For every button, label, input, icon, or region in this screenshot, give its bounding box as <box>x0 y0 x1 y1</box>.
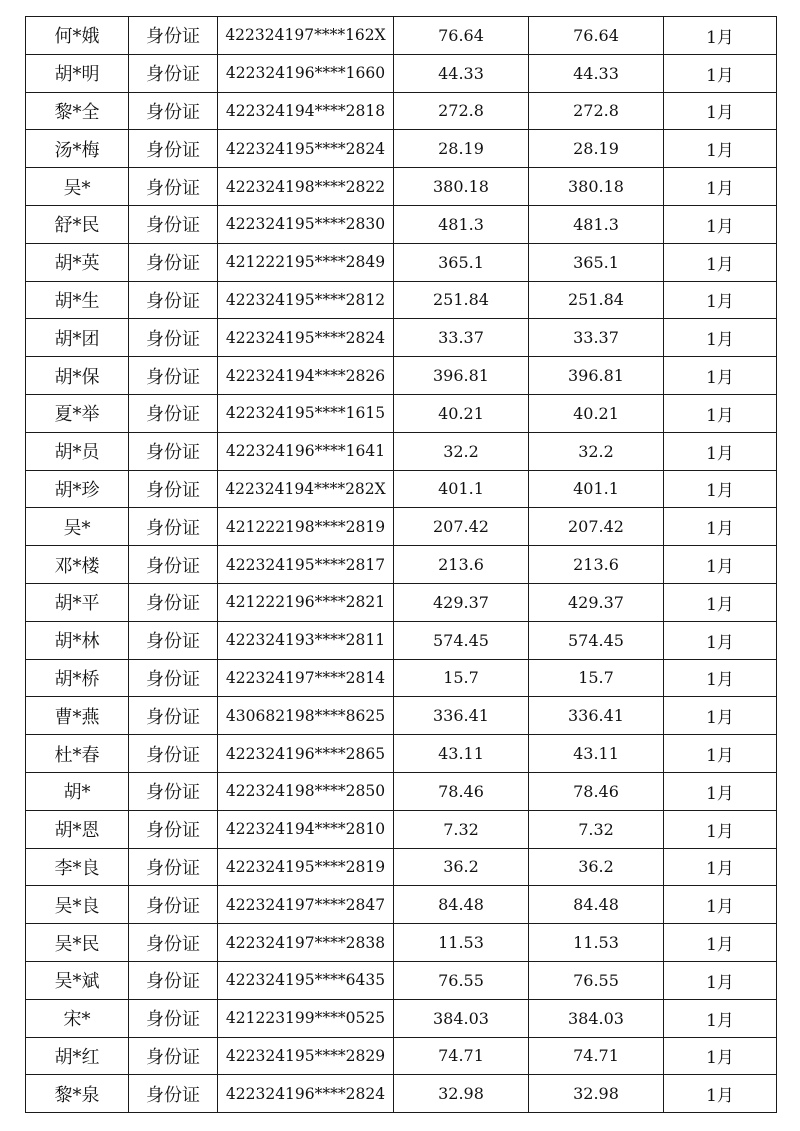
id-number-cell: 422324195****1615 <box>218 394 394 432</box>
id-type-cell: 身份证 <box>129 357 218 395</box>
id-type-cell: 身份证 <box>129 394 218 432</box>
amount-total-cell: 380.18 <box>529 168 664 206</box>
id-number-cell: 421223199****0525 <box>218 999 394 1037</box>
amount-total-cell: 43.11 <box>529 735 664 773</box>
id-number-cell: 422324197****2814 <box>218 659 394 697</box>
name-cell: 李*良 <box>26 848 129 886</box>
table-row <box>26 659 777 697</box>
table-row <box>26 243 777 281</box>
name-cell: 邓*楼 <box>26 546 129 584</box>
amount-cell: 76.55 <box>394 961 529 999</box>
id-type-cell: 身份证 <box>129 92 218 130</box>
month-cell: 1月 <box>664 961 777 999</box>
amount-cell: 380.18 <box>394 168 529 206</box>
id-number-cell: 422324197****2838 <box>218 924 394 962</box>
amount-total-cell: 251.84 <box>529 281 664 319</box>
amount-cell: 15.7 <box>394 659 529 697</box>
id-number-cell: 421222198****2819 <box>218 508 394 546</box>
amount-total-cell: 481.3 <box>529 205 664 243</box>
month-cell: 1月 <box>664 924 777 962</box>
id-type-cell: 身份证 <box>129 810 218 848</box>
id-number-cell: 422324195****2819 <box>218 848 394 886</box>
amount-total-cell: 84.48 <box>529 886 664 924</box>
amount-cell: 84.48 <box>394 886 529 924</box>
month-cell: 1月 <box>664 168 777 206</box>
id-type-cell: 身份证 <box>129 319 218 357</box>
month-cell: 1月 <box>664 319 777 357</box>
table-row <box>26 961 777 999</box>
amount-cell: 40.21 <box>394 394 529 432</box>
amount-total-cell: 365.1 <box>529 243 664 281</box>
month-cell: 1月 <box>664 17 777 55</box>
name-cell: 胡*恩 <box>26 810 129 848</box>
name-cell: 胡*珍 <box>26 470 129 508</box>
name-cell: 胡*桥 <box>26 659 129 697</box>
id-number-cell: 430682198****8625 <box>218 697 394 735</box>
name-cell: 胡*红 <box>26 1037 129 1075</box>
month-cell: 1月 <box>664 357 777 395</box>
table-row <box>26 810 777 848</box>
amount-total-cell: 396.81 <box>529 357 664 395</box>
amount-cell: 78.46 <box>394 772 529 810</box>
id-number-cell: 422324198****2822 <box>218 168 394 206</box>
amount-cell: 207.42 <box>394 508 529 546</box>
id-type-cell: 身份证 <box>129 924 218 962</box>
name-cell: 汤*梅 <box>26 130 129 168</box>
id-number-cell: 422324195****2824 <box>218 130 394 168</box>
id-number-cell: 422324195****6435 <box>218 961 394 999</box>
id-number-cell: 422324195****2817 <box>218 546 394 584</box>
amount-cell: 28.19 <box>394 130 529 168</box>
id-type-cell: 身份证 <box>129 621 218 659</box>
name-cell: 胡* <box>26 772 129 810</box>
table-row <box>26 168 777 206</box>
amount-cell: 36.2 <box>394 848 529 886</box>
name-cell: 胡*保 <box>26 357 129 395</box>
name-cell: 吴* <box>26 508 129 546</box>
id-type-cell: 身份证 <box>129 697 218 735</box>
id-number-cell: 422324193****2811 <box>218 621 394 659</box>
month-cell: 1月 <box>664 735 777 773</box>
id-number-cell: 421222195****2849 <box>218 243 394 281</box>
table-row <box>26 924 777 962</box>
id-number-cell: 421222196****2821 <box>218 583 394 621</box>
id-number-cell: 422324195****2830 <box>218 205 394 243</box>
table-row <box>26 394 777 432</box>
amount-cell: 384.03 <box>394 999 529 1037</box>
amount-total-cell: 429.37 <box>529 583 664 621</box>
month-cell: 1月 <box>664 546 777 584</box>
month-cell: 1月 <box>664 583 777 621</box>
amount-total-cell: 28.19 <box>529 130 664 168</box>
amount-total-cell: 272.8 <box>529 92 664 130</box>
id-type-cell: 身份证 <box>129 243 218 281</box>
amount-cell: 365.1 <box>394 243 529 281</box>
id-type-cell: 身份证 <box>129 54 218 92</box>
id-type-cell: 身份证 <box>129 961 218 999</box>
name-cell: 吴*斌 <box>26 961 129 999</box>
id-type-cell: 身份证 <box>129 508 218 546</box>
id-type-cell: 身份证 <box>129 470 218 508</box>
amount-cell: 574.45 <box>394 621 529 659</box>
amount-cell: 429.37 <box>394 583 529 621</box>
id-type-cell: 身份证 <box>129 886 218 924</box>
id-number-cell: 422324196****1660 <box>218 54 394 92</box>
amount-total-cell: 36.2 <box>529 848 664 886</box>
table-row <box>26 772 777 810</box>
amount-total-cell: 207.42 <box>529 508 664 546</box>
table-row <box>26 92 777 130</box>
id-number-cell: 422324195****2812 <box>218 281 394 319</box>
month-cell: 1月 <box>664 1037 777 1075</box>
amount-total-cell: 32.2 <box>529 432 664 470</box>
id-type-cell: 身份证 <box>129 1037 218 1075</box>
month-cell: 1月 <box>664 810 777 848</box>
subsidy-table <box>25 16 777 1113</box>
name-cell: 宋* <box>26 999 129 1037</box>
id-number-cell: 422324194****282X <box>218 470 394 508</box>
id-type-cell: 身份证 <box>129 772 218 810</box>
amount-total-cell: 336.41 <box>529 697 664 735</box>
id-type-cell: 身份证 <box>129 17 218 55</box>
month-cell: 1月 <box>664 432 777 470</box>
month-cell: 1月 <box>664 621 777 659</box>
id-type-cell: 身份证 <box>129 281 218 319</box>
name-cell: 曹*燕 <box>26 697 129 735</box>
table-row <box>26 319 777 357</box>
amount-cell: 7.32 <box>394 810 529 848</box>
id-number-cell: 422324196****2824 <box>218 1075 394 1113</box>
name-cell: 舒*民 <box>26 205 129 243</box>
amount-cell: 401.1 <box>394 470 529 508</box>
amount-total-cell: 33.37 <box>529 319 664 357</box>
table-row <box>26 470 777 508</box>
name-cell: 黎*泉 <box>26 1075 129 1113</box>
month-cell: 1月 <box>664 1075 777 1113</box>
month-cell: 1月 <box>664 999 777 1037</box>
table-row <box>26 999 777 1037</box>
month-cell: 1月 <box>664 772 777 810</box>
id-number-cell: 422324196****2865 <box>218 735 394 773</box>
amount-total-cell: 44.33 <box>529 54 664 92</box>
id-number-cell: 422324194****2810 <box>218 810 394 848</box>
amount-total-cell: 40.21 <box>529 394 664 432</box>
name-cell: 胡*平 <box>26 583 129 621</box>
month-cell: 1月 <box>664 92 777 130</box>
amount-cell: 272.8 <box>394 92 529 130</box>
month-cell: 1月 <box>664 243 777 281</box>
amount-total-cell: 74.71 <box>529 1037 664 1075</box>
table-body <box>26 17 777 1113</box>
amount-cell: 74.71 <box>394 1037 529 1075</box>
name-cell: 吴*民 <box>26 924 129 962</box>
name-cell: 胡*英 <box>26 243 129 281</box>
amount-total-cell: 11.53 <box>529 924 664 962</box>
id-type-cell: 身份证 <box>129 130 218 168</box>
amount-cell: 32.98 <box>394 1075 529 1113</box>
amount-total-cell: 213.6 <box>529 546 664 584</box>
month-cell: 1月 <box>664 886 777 924</box>
id-type-cell: 身份证 <box>129 583 218 621</box>
amount-cell: 396.81 <box>394 357 529 395</box>
table-row <box>26 697 777 735</box>
id-number-cell: 422324197****2847 <box>218 886 394 924</box>
month-cell: 1月 <box>664 508 777 546</box>
id-type-cell: 身份证 <box>129 659 218 697</box>
amount-cell: 251.84 <box>394 281 529 319</box>
table-row <box>26 583 777 621</box>
id-number-cell: 422324196****1641 <box>218 432 394 470</box>
amount-total-cell: 384.03 <box>529 999 664 1037</box>
amount-cell: 33.37 <box>394 319 529 357</box>
table-row <box>26 205 777 243</box>
table-row <box>26 735 777 773</box>
month-cell: 1月 <box>664 659 777 697</box>
amount-total-cell: 401.1 <box>529 470 664 508</box>
table-row <box>26 1037 777 1075</box>
id-type-cell: 身份证 <box>129 168 218 206</box>
name-cell: 胡*明 <box>26 54 129 92</box>
id-number-cell: 422324197****162X <box>218 17 394 55</box>
amount-cell: 11.53 <box>394 924 529 962</box>
table-row <box>26 546 777 584</box>
name-cell: 胡*生 <box>26 281 129 319</box>
amount-cell: 44.33 <box>394 54 529 92</box>
id-number-cell: 422324195****2829 <box>218 1037 394 1075</box>
id-type-cell: 身份证 <box>129 432 218 470</box>
amount-cell: 76.64 <box>394 17 529 55</box>
table-row <box>26 886 777 924</box>
amount-total-cell: 32.98 <box>529 1075 664 1113</box>
amount-cell: 43.11 <box>394 735 529 773</box>
amount-total-cell: 78.46 <box>529 772 664 810</box>
table-row <box>26 130 777 168</box>
month-cell: 1月 <box>664 470 777 508</box>
id-number-cell: 422324198****2850 <box>218 772 394 810</box>
month-cell: 1月 <box>664 205 777 243</box>
month-cell: 1月 <box>664 54 777 92</box>
table-row <box>26 848 777 886</box>
name-cell: 吴* <box>26 168 129 206</box>
amount-total-cell: 7.32 <box>529 810 664 848</box>
table-row <box>26 54 777 92</box>
amount-total-cell: 574.45 <box>529 621 664 659</box>
month-cell: 1月 <box>664 130 777 168</box>
id-number-cell: 422324194****2826 <box>218 357 394 395</box>
table-row <box>26 621 777 659</box>
id-type-cell: 身份证 <box>129 735 218 773</box>
id-type-cell: 身份证 <box>129 1075 218 1113</box>
name-cell: 黎*全 <box>26 92 129 130</box>
name-cell: 胡*员 <box>26 432 129 470</box>
id-type-cell: 身份证 <box>129 848 218 886</box>
table-row <box>26 432 777 470</box>
name-cell: 胡*林 <box>26 621 129 659</box>
name-cell: 吴*良 <box>26 886 129 924</box>
month-cell: 1月 <box>664 697 777 735</box>
amount-cell: 32.2 <box>394 432 529 470</box>
amount-cell: 481.3 <box>394 205 529 243</box>
id-type-cell: 身份证 <box>129 205 218 243</box>
amount-total-cell: 76.64 <box>529 17 664 55</box>
id-type-cell: 身份证 <box>129 999 218 1037</box>
name-cell: 夏*举 <box>26 394 129 432</box>
month-cell: 1月 <box>664 848 777 886</box>
name-cell: 杜*春 <box>26 735 129 773</box>
month-cell: 1月 <box>664 281 777 319</box>
amount-total-cell: 76.55 <box>529 961 664 999</box>
table-row <box>26 1075 777 1113</box>
name-cell: 何*娥 <box>26 17 129 55</box>
id-type-cell: 身份证 <box>129 546 218 584</box>
amount-cell: 336.41 <box>394 697 529 735</box>
table-row <box>26 357 777 395</box>
table-row <box>26 17 777 55</box>
id-number-cell: 422324195****2824 <box>218 319 394 357</box>
table-row <box>26 508 777 546</box>
table-row <box>26 281 777 319</box>
amount-cell: 213.6 <box>394 546 529 584</box>
name-cell: 胡*团 <box>26 319 129 357</box>
id-number-cell: 422324194****2818 <box>218 92 394 130</box>
month-cell: 1月 <box>664 394 777 432</box>
amount-total-cell: 15.7 <box>529 659 664 697</box>
